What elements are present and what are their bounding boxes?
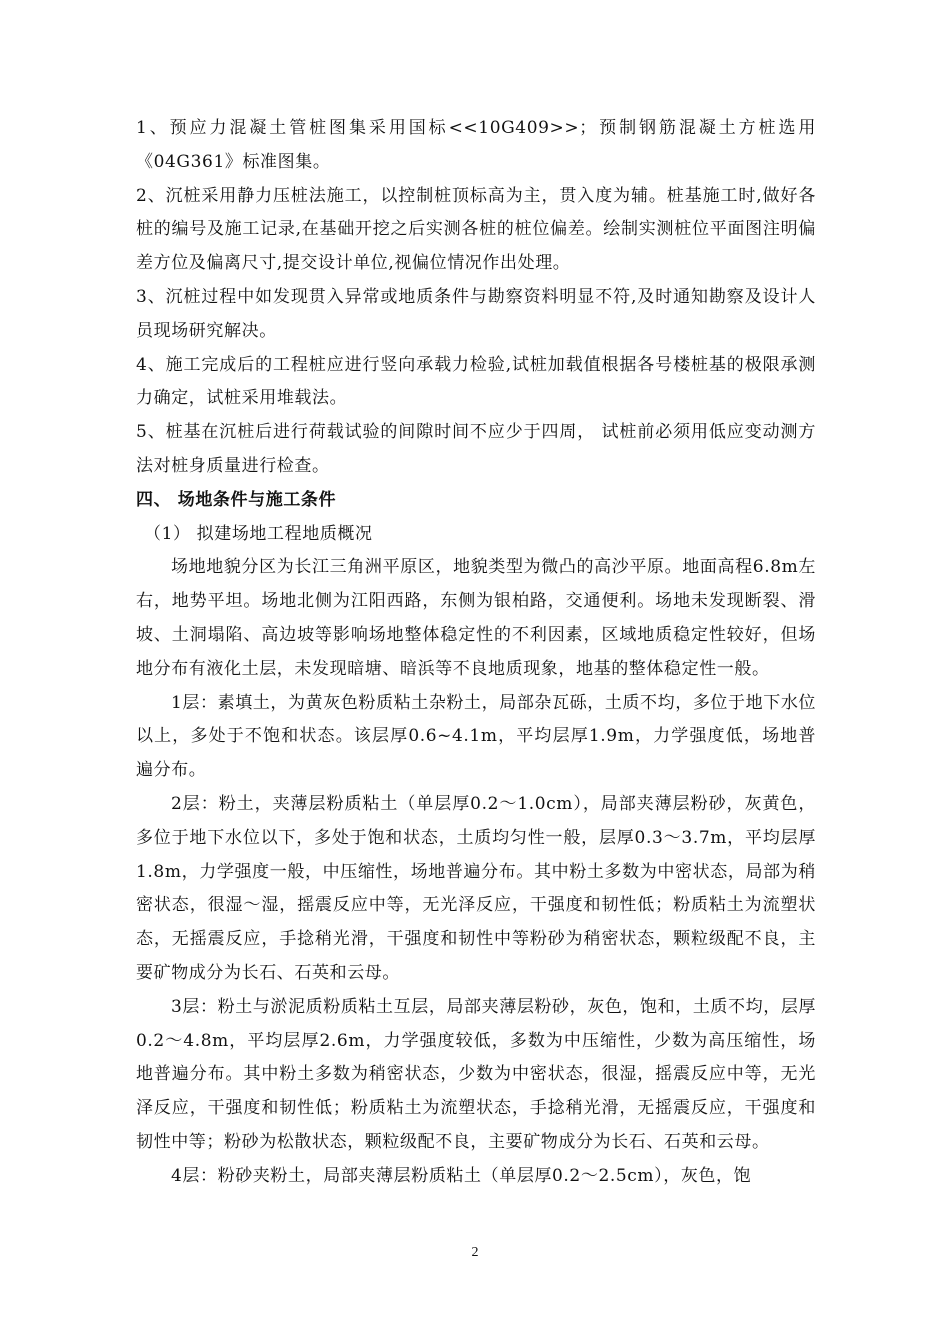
paragraph-layer-1: 1层：素填土，为黄灰色粉质粘土杂粉土，局部杂瓦砾，土质不均，多位于地下水位以上，多处于不饱和状态。该层厚0.6~4.1m，平均层厚1.9m，力学强度低，场地普遍分布。 [136,692,817,781]
list-item-1: 1、预应力混凝土管桩图集采用国标<<10G409>>；预制钢筋混凝土方桩选用《04G361》标准图集。 [136,118,816,172]
page-number: 2 [471,1245,479,1260]
list-item-3: 3、沉桩过程中如发现贯入异常或地质条件与勘察资料明显不符,及时通知勘察及设计人员现场研究解决。 [136,286,816,341]
paragraph-layer-2: 2层：粉土，夹薄层粉质粘土（单层厚0.2～1.0cm），局部夹薄层粉砂，灰黄色，多位于地下水位以下，多处于饱和状态，土质均匀性一般，层厚0.3～3.7m，平均层厚1.8m，力学强度一般，中压缩性，场地普遍分布。其中粉土多数为中密状态，局部为稍密状态，很湿～湿，摇震反应中等，无光泽反应，干强度和韧性低；粉质粘土为流塑状态，无摇震反应，手捻稍光滑，干强度和韧性中等粉砂为稍密状态，颗粒级配不良，主要矿物成分为长石、石英和云母。 [136,793,816,983]
paragraph-layer-4: 4层：粉砂夹粉土，局部夹薄层粉质粘土（单层厚0.2～2.5cm），灰色，饱 [171,1165,752,1186]
list-item-2: 2、沉桩采用静力压桩法施工，以控制桩顶标高为主，贯入度为辅。桩基施工时,做好各桩的编号及施工记录,在基础开挖之后实测各桩的桩位偏差。绘制实测桩位平面图注明偏差方位及偏离尺寸,提交设计单位,视偏位情况作出处理。 [136,185,816,274]
list-item-4: 4、施工完成后的工程桩应进行竖向承载力检验,试桩加载值根据各号楼桩基的极限承测力确定，试桩采用堆载法。 [136,354,816,409]
section-heading: 四、 场地条件与施工条件 [136,489,337,510]
paragraph-site-overview: 场地地貌分区为长江三角洲平原区，地貌类型为微凸的高沙平原。地面高程6.8m左右，地势平坦。场地北侧为江阳西路，东侧为银柏路，交通便利。场地未发现断裂、滑坡、土洞塌陷、高边坡等影响场地整体稳定性的不利因素，区域地质稳定性较好，但场地分布有液化土层，未发现暗塘、暗浜等不良地质现象，地基的整体稳定性一般。 [136,557,816,679]
page-content [136,112,816,1194]
paragraph-layer-3: 3层：粉土与淤泥质粉质粘土互层，局部夹薄层粉砂，灰色，饱和，土质不均，层厚0.2～4.8m，平均层厚2.6m，力学强度较低，多数为中压缩性，少数为高压缩性，场地普遍分布。其中粉土多数为稍密状态，少数为中密状态，很湿，摇震反应中等，无光泽反应，干强度和韧性低；粉质粘土为流塑状态，手捻稍光滑，无摇震反应，干强度和韧性中等；粉砂为松散状态，颗粒级配不良，主要矿物成分为长石、石英和云母。 [136,996,817,1152]
subsection-heading: （1） 拟建场地工程地质概况 [144,523,373,544]
list-item-5: 5、桩基在沉桩后进行荷载试验的间隙时间不应少于四周， 试桩前必须用低应变动测方法对桩身质量进行检查。 [136,422,816,476]
